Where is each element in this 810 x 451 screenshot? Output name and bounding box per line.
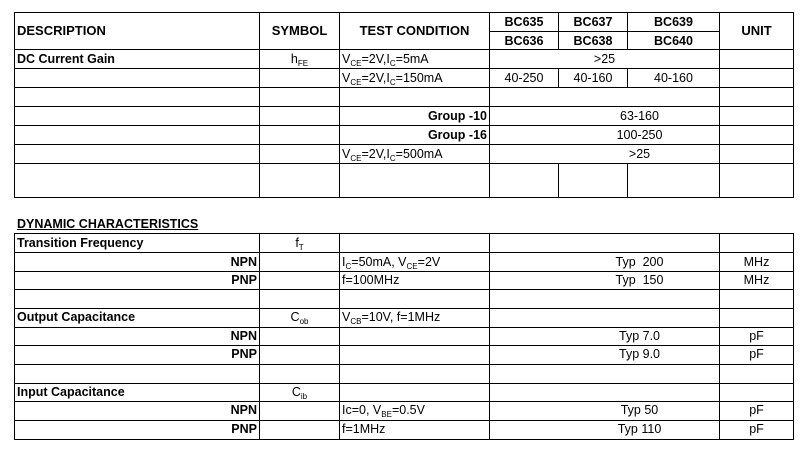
transition-pnp-label: PNP xyxy=(231,273,257,287)
transition-pnp-unit: MHz xyxy=(743,273,770,287)
output-capacitance-condition: $V_{CB}=10V$, f=1MHz xyxy=(342,310,441,326)
transition-npn-condition: $I_C=50mA$, $V_{CE}=2V$ xyxy=(342,255,441,271)
input-npn-label: NPN xyxy=(230,403,257,417)
group-16-value: 100-250 xyxy=(616,128,663,142)
gain-value-5ma: >25 xyxy=(593,52,616,66)
test-condition-5ma: $V_{CE}=2V,I_C=5mA$ xyxy=(342,52,429,68)
input-pnp-unit: pF xyxy=(749,422,764,436)
input-npn-condition: Ic=0, $V_{BE}=0.5V$ xyxy=(342,403,425,419)
header-bc635: BC635 xyxy=(504,15,544,29)
rule xyxy=(558,163,559,198)
input-pnp-value: Typ 110 xyxy=(617,422,662,436)
header-unit: UNIT xyxy=(741,23,772,38)
rule xyxy=(259,233,260,440)
transition-frequency-label: Transition Frequency xyxy=(17,236,144,250)
hfe-symbol: $h_{FE}$ xyxy=(290,52,309,68)
header-bc636: BC636 xyxy=(504,34,544,48)
cib-symbol: $C_{ib}$ xyxy=(291,385,308,401)
output-pnp-label: PNP xyxy=(231,347,257,361)
rule xyxy=(14,12,15,198)
rule xyxy=(339,233,340,440)
transition-pnp-value: Typ 150 xyxy=(615,273,664,287)
input-pnp-condition: f=1MHz xyxy=(342,422,386,436)
header-bc637: BC637 xyxy=(573,15,613,29)
input-npn-unit: pF xyxy=(749,403,764,417)
cob-symbol: $C_{ob}$ xyxy=(290,310,309,326)
transition-npn-label: NPN xyxy=(230,255,257,269)
gain-bc635-150ma: 40-250 xyxy=(504,71,544,85)
rule xyxy=(14,197,794,198)
transition-npn-unit: MHz xyxy=(743,255,770,269)
transition-npn-value: Typ 200 xyxy=(615,255,664,269)
test-condition-150ma: $V_{CE}=2V,I_C=150mA$ xyxy=(342,71,443,87)
output-npn-label: NPN xyxy=(230,329,257,343)
transition-pnp-condition: f=100MHz xyxy=(342,273,400,287)
rule xyxy=(14,87,794,88)
input-pnp-label: PNP xyxy=(231,422,257,436)
ft-symbol: $f_T$ xyxy=(295,236,304,252)
output-pnp-value: Typ 9.0 xyxy=(619,347,660,361)
output-pnp-unit: pF xyxy=(749,347,764,361)
rule xyxy=(14,163,794,164)
header-symbol: SYMBOL xyxy=(271,23,328,38)
rule xyxy=(14,439,794,440)
dynamic-characteristics-title: DYNAMIC CHARACTERISTICS xyxy=(17,217,199,231)
input-npn-value: Typ 50 xyxy=(620,403,659,417)
group-16-label: Group -16 xyxy=(427,128,487,142)
rule xyxy=(793,12,794,198)
header-bc639: BC639 xyxy=(654,15,693,29)
output-capacitance-label: Output Capacitance xyxy=(17,310,136,324)
rule xyxy=(793,233,794,440)
output-npn-unit: pF xyxy=(749,329,764,343)
group-10-label: Group -10 xyxy=(427,109,487,123)
rule xyxy=(14,383,794,384)
header-description: DESCRIPTION xyxy=(17,23,106,38)
input-capacitance-label: Input Capacitance xyxy=(17,385,125,399)
rule xyxy=(14,289,794,290)
gain-bc637-150ma: 40-160 xyxy=(573,71,613,85)
header-test-condition: TEST CONDITION xyxy=(359,23,470,38)
rule xyxy=(627,163,628,198)
output-npn-value: Typ 7.0 xyxy=(619,329,660,343)
test-condition-500ma: $V_{CE}=2V,I_C=500mA$ xyxy=(342,147,443,163)
header-bc640: BC640 xyxy=(654,34,693,48)
group-10-value: 63-160 xyxy=(620,109,659,123)
rule xyxy=(14,364,794,365)
dc-current-gain-label: DC Current Gain xyxy=(17,52,115,66)
header-bc638: BC638 xyxy=(573,34,613,48)
gain-bc639-150ma: 40-160 xyxy=(654,71,693,85)
gain-value-500ma: >25 xyxy=(628,147,651,161)
